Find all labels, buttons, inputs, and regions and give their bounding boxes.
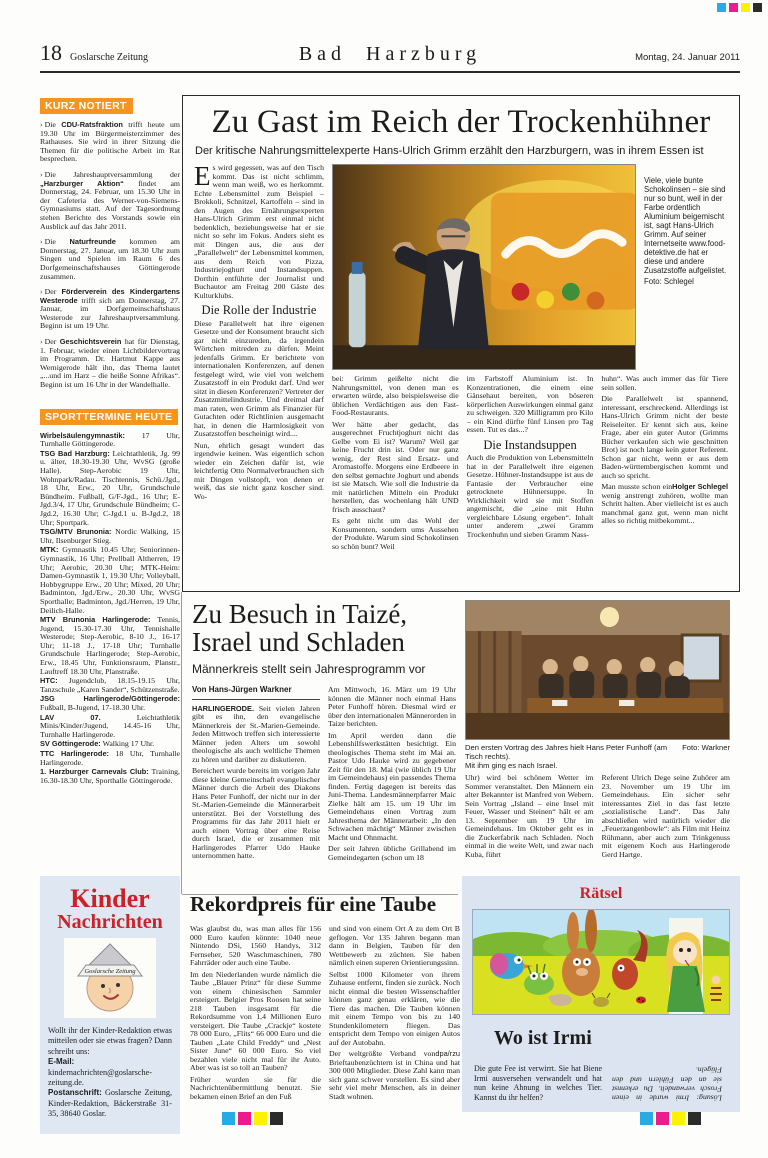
kurz-notiert-item [40, 171, 180, 231]
raetsel-title: Rätsel [579, 885, 623, 902]
post-label: Postanschrift: [48, 1088, 102, 1098]
riddle-question: Die gute Fee ist verwirrt. Sie hat Biene Irmi ausversehen verwandelt und hat nun keine Ahnung in welches Tier. Kannst du ihr helfen? [474, 1064, 602, 1102]
item-text: Der [44, 287, 62, 297]
kinder-intro: Wollt ihr der Kinder-Redaktion etwas mitteilen oder sie etwas fragen? Dann schreibt uns: [48, 1026, 172, 1056]
paragraph: Auch die Produktion von Lebensmitteln hat in der Parallelwelt ihre eigenen Gesetze. Hühner-Instandsuppe ist aus de Fantasie der Verbraucher eine getrocknete Hühnersuppe. In Wirklichkeit wird sie mit Stoffen angemischt, die „eine mit Huhn vergleichbare Lösung ergeben“. Inhalt unter anderem „zwei Gramm Trockenhuhn und sieben Gramm Nass- [466, 453, 594, 539]
sport-item [40, 740, 180, 749]
sport-item [40, 714, 180, 740]
sport-item [40, 432, 180, 449]
lecture-photo [332, 164, 636, 370]
club-name: TSG/MTV Brunonia: [40, 527, 112, 537]
cyan-mark-icon [222, 1112, 235, 1125]
kinder-post [48, 1088, 172, 1119]
sport-text: Gymnastik 10.45 Uhr; Seniorinnen-Gymnastik, 16 Uhr; Prellball Altherren, 19 Uhr; Aerobic, 20.30 Uhr; MTK-Heim: Damen-Gymnastik 1, 19.30 Uhr; Volleyball, Hobbygruppe Erw., 20 Uhr; Mixed, 20 Uhr; Badminton, Jgd./Erw., 20.30 Uhr, WvSG Sporthalle; Badminton, Jgd./Herren, 19 Uhr, Deilich-Halle. [40, 545, 180, 615]
sport-item [40, 616, 180, 676]
item-marker: › [40, 237, 43, 247]
article-headline: Zu Gast im Reich der Trockenhühner [211, 104, 711, 140]
sport-text: Leichtathletik Minis/Kinder/Jugend, 14.45-16 Uhr, Turnhalle Harlingerode. [40, 712, 180, 739]
item-bold: Naturfreunde [69, 237, 116, 247]
mascot-illustration [64, 938, 156, 1018]
item-text: Die [44, 237, 70, 247]
sport-text: Nordic Walking, 15 Uhr, Ilsenburger Stieg. [40, 527, 180, 545]
item-bold: Geschichtsverein [59, 337, 122, 347]
riddle-solution-upside-down: Lösung: Irmi wurde in einen Frosch verwandelt. Du erkennst sie an den Fühlern und den Flügeln. [612, 1065, 722, 1103]
item-bold: CDU-Ratsfraktion [61, 120, 123, 129]
riddle-headline: Wo ist Irmi [494, 1027, 592, 1049]
photo-credit: Foto: Warkner [682, 743, 730, 752]
kinder-title [48, 886, 172, 932]
header-left [40, 40, 240, 66]
paragraph: Der seit Jahren übliche Grillabend im Gemeindegarten (schon um 18 [328, 844, 456, 862]
kurz-notiert-item [40, 338, 180, 390]
paragraph: Früher wurden sie für die Nachrichtenübermittlung benutzt. Sie bekamen einen Brief an den Fuß [190, 1074, 321, 1101]
caption-text: Viele, viele bunte Schokolinsen – sie sind nur so bunt, weil in der Farbe ordentlich Aluminium beigemischt ist, sagt Hans-Ulrich Grimm. Auf seiner Internetseite www.food-detektive.de hat er diese und andere Zusatzstoffe aufgelistet. [644, 176, 727, 275]
magenta-mark-icon [238, 1112, 251, 1125]
item-text: findet am Donnerstag, 24. Februar, um 15.30 Uhr in der Cafeteria des Werner-von-Siemens-Gymnasiums statt. Auf der Tagesordnung stehen Berichte des Vorstands sowie ein Ausblick auf das Jahr 2011. [40, 178, 180, 231]
sport-item [40, 677, 180, 694]
club-name: JSG Harlingerode/Göttingerode: [40, 694, 180, 704]
club-name: LAV 07. [40, 712, 101, 722]
paragraph: Wer hätte aber gedacht, das ausgerechnet Fruchtjoghurt nicht das Gelbe vom Ei ist? Warum? Weil gar keine Frucht drin ist. Oder nur ganz wenig, der Rest sind Ersatz- und Aromastoffe. Morgens eine Erdbeere in den selbst gemachte Joghurt und abends ist sie Matsch. Wie soll die Industrie da mit natürlichen Mitteln ein Produkt herstellen, das wochenlang hält UND frisch ausschaut? [332, 419, 459, 514]
article-subhead: Männerkreis stellt sein Jahresprogramm vor [192, 662, 426, 676]
paragraph: Selbst 1000 Kilometer von ihrem Zuhause entfernt, finden sie zurück. Noch nicht einmal die besten Wissenschaftler können ganz genau erklären, wie die Tiere das machen. Die Tauben können mit einem Tempo von bis zu 140 Stundenkilometern fliegen. Das entspricht dem Tempo von einigen Autos auf der Autobahn. [329, 969, 460, 1047]
paragraph: im Farbstoff Aluminium ist. In Konzentrationen, die einem eine Gänsehaut bereiten, von böseren körperlichen Auswirkungen einmal ganz zu schweigen. 320 Milligramm pro Kilo – ein Kind dürfte fünf Linsen pro Tag essen. Tut es das...? [466, 375, 594, 434]
sport-item [40, 546, 180, 615]
kinder-contact-text [48, 1026, 172, 1120]
article-column [467, 375, 594, 571]
print-registration-marks [717, 3, 762, 12]
lecture-photo-illustration [333, 165, 635, 369]
article-column [602, 774, 731, 890]
club-name: Wirbelsäulengymnastik: [40, 430, 125, 440]
sport-text: Walking 17 Uhr. [100, 739, 155, 749]
club-name: HTC: [40, 676, 58, 686]
club-name: TTC Harlingerode: [40, 749, 110, 758]
sport-item [40, 528, 180, 545]
sport-text: Training, 16.30-18.30 Uhr, Sporthalle Göttingerode. [40, 767, 180, 785]
sport-item [40, 768, 180, 785]
page-header [40, 40, 740, 73]
sporttermine-label: SPORTTERMINE HEUTE [40, 409, 178, 425]
club-name: TSG Bad Harzburg: [40, 448, 110, 458]
photo-credit: Foto: Schlegel [644, 277, 694, 286]
left-rail [40, 96, 180, 874]
paragraph-text: s wird gegessen, was auf den Tisch kommt. Das ist nicht schlimm, wenn man weiß, wo es herkommt. Echte Lebensmittel zum Beispiel – Brokkoli, Schnitzel, Kartoffeln – sind in den Augen des Ernährungsexperten Hans-Ulrich Grimm erst einmal nicht bedenklich, beziehungsweise hat er sie nicht so sehr im Fokus. Anders sieht es mit Dingen aus, die aus der „Parallelwelt“ der Lebensmittel kommen, aus dem Reich von Pizza, Industriejoghurt und Instandsuppen. Dorthin entführte der Journalist und Buchautor am Freitag 200 Gäste des Kulturklubs. [194, 164, 324, 300]
sport-text: Fußball, B-Jugend, 17-18.30 Uhr. [40, 703, 146, 713]
meeting-photo-illustration [466, 601, 729, 739]
item-marker: › [40, 337, 43, 347]
agency-credit: dpa/rzu [435, 1049, 460, 1058]
paragraph: bei: Grimm geißelte nicht die Nahrungsmittel, von denen man es erwarten würde, also beispielsweise die üblichen Verdächtigen aus den Fast-Food-Restaurants. [332, 375, 459, 417]
sport-text: Tennis, Jugend, 15.30-17.30 Uhr, Tennishalle Westerode; Step-Aerobic, 8-10 J., 16-17 Uhr; 11-18 J., 17-18 Uhr; Turnhalle Grundschule Harlingerode; Step-Aerobic, Erw., 18.45 Uhr, Funktionsraum, Planstr., Lauftreff 18.30 Uhr, Planstraße. [40, 615, 180, 676]
magenta-mark-icon [656, 1112, 669, 1125]
yellow-mark-icon [254, 1112, 267, 1125]
author-byline: Holger Schlegel [672, 482, 728, 491]
article-body [194, 164, 728, 572]
article-headline: Rekordpreis für eine Taube [190, 892, 437, 916]
paper-name: Goslarsche Zeitung [70, 52, 149, 63]
cyan-mark-icon [717, 3, 726, 12]
issue-date: Montag, 24. Januar 2011 [635, 52, 740, 63]
paragraph [192, 705, 320, 765]
hat-banner-text: Goslarsche Zeitung [84, 968, 136, 975]
crosshead: Die Instandsuppen [483, 437, 577, 452]
paragraph: Referent Ulrich Dege seine Zuhörer am 23. November um 19 Uhr im Gemeindehaus. Ein sicher sehr interessantes Ziel in das fast letzte „sozialistische Land“. Das Jahr abschließen wird natürlich wieder die „Feuerzangenbowle“: als Film mit Heinz Rühmann, aber auch zum Trinkgenuss mit eigenem Koch aus Harlingerode Gerd Hartge. [601, 774, 730, 859]
article-trockenhuehner [182, 95, 740, 592]
item-bold: „Harzburger Aktion“ [40, 178, 124, 188]
yellow-mark-icon [672, 1112, 685, 1125]
sport-item [40, 750, 180, 767]
black-mark-icon [753, 3, 762, 12]
article-taube [182, 876, 460, 1131]
paragraph-text: Seit vielen Jahren gibt es ihn, den evangelische Männerkreis der St.-Marien-Gemeinde. Jeden Mittwoch treffen sich interessierte Männer jeden Alters um sowohl theologische als auch weltliche Themen zu hören und darüber zu diskutieren. [192, 703, 320, 764]
print-registration-marks [640, 1112, 701, 1125]
email-label: E-Mail: [48, 1057, 75, 1067]
kurz-notiert-item [40, 121, 180, 164]
article-column [190, 925, 321, 1131]
paragraph: Im den Niederlanden wurde nämlich die Taube „Blauer Prinz“ für diese Summe von einem chinesischen Sammler ersteigert. Belgier Pros Roosen hat seine 218 Tauben insgesamt für die Rekordsumme von 1,4 Millionen Euro versteigert. Die Taube „Crackje“ kostete 78 000 Euro, „Flits“ 66 000 Euro und die Tauben „Late Child Freddy“ und „Nest Sister June“ 60 000 Euro. So viel bezahlen viele nicht mal für ihr Auto. Aber was ist so toll an Tauben? [190, 969, 321, 1072]
crosshead: Die Rolle der Industrie [201, 303, 317, 317]
headline-line: Israel und Schladen [192, 627, 405, 657]
paragraph-text: Man musste schon ein wenig anstrengt zuhören, wollte man Schritt halten. Aber vielleicht ist es auch manchmal ganz gut, wenn man nicht alles so richtig mitbekommt... [601, 482, 728, 525]
item-marker: › [40, 169, 43, 179]
dateline: HARLINGERODE. [192, 703, 255, 713]
paragraph: Es geht nicht um das Wohl der Konsumenten, sondern ums Aussehen der Produkte. Warum sind Schokolinsen so schön bunt? Weil [332, 516, 459, 551]
sport-text: Jugendclub, 18.15-19.15 Uhr, Tanzschule „Karen Sander“, Schützenstraße. [40, 676, 180, 694]
page-number: 18 [40, 40, 62, 65]
title-line: Nachrichten [57, 911, 163, 933]
post-value: Goslarsche Zeitung, Kinder-Redaktion, Bäckerstraße 31-35, 38640 Goslar. [48, 1088, 172, 1119]
riddle-cartoon [472, 909, 730, 1015]
item-text: Die Jahreshauptversammlung der [44, 169, 180, 179]
paragraph: Nun, ehrlich gesagt wundert das irgendwie keinen. Was eigentlich schon wieder ein Zeichen dafür ist, wie leichtfertig Otto Normalverbrauchen sich mit Dingen vollstopft, von denen er weiß, das sie nicht ganz koscher sind. Wo- [194, 440, 324, 501]
paragraph: Am Mittwoch, 16. März um 19 Uhr können die Männer noch einmal Hans Peter Funhoff hören. Diesmal wird er über den internationalen Männerorden in Taize berichten. [328, 686, 456, 728]
article-maennerkreis [182, 600, 740, 892]
kinder-nachrichten-box [40, 876, 180, 1134]
caption-text: Den ersten Vortrag des Jahres hielt Hans Peter Funhoff (am Tisch rechts). [465, 743, 668, 761]
item-text: Die [44, 120, 62, 129]
paragraph: Bereichert wurde bereits im vorigen Jahr diese kleine Gemeinschaft evangelischer Männer durch die Arbeit des Diakons Hans Peter Funhoff, der nicht nur in der St.-Marien-Gemeinde die Männerarbeit unterstützt. Bei der Vorstellung des Programms für das Jahr 2011 hielt er auch einen Vortrag über eine Reise durch Israel, die er zusammen mit Harlingerodes Pfarrer Udo Hauke unternommen hatte. [192, 766, 320, 860]
club-name: MTV Brunonia Harlingerode: [40, 615, 151, 625]
paragraph-text: Der weltgrößte Verband von Brieftaubenzüchtern ist in China und hat 300 000 Mitglieder. Diese Zahl kann man sich ganz schwer vorstellen. Es sind aber sehr viel mehr Menschen, als in deiner Stadt wohnen. [329, 1049, 460, 1101]
paragraph: huhn“. Was auch immer das für Tiere sein sollen. [601, 375, 728, 392]
raetsel-box [462, 876, 740, 1112]
article-column [332, 375, 459, 571]
magenta-mark-icon [729, 3, 738, 12]
paragraph: Die Parallelwelt ist spannend, interessant, erschreckend. Allerdings ist Hans-Ulrich Grimm nicht der beste Reiseleiter. Er kennt sich aus, keine Frage, aber ein guter Autor (Grimms Bücher verkaufen sich wie geschnitten Brot) ist noch lange kein guter Referent. Schon gar nicht, wenn er aus dem Baden-württembergischen kommt und auch so spricht. [601, 394, 728, 480]
meeting-photo [465, 600, 730, 740]
photo-caption [465, 743, 730, 770]
item-marker: › [40, 287, 43, 297]
article-headline [192, 600, 456, 656]
photo-caption [644, 164, 728, 370]
item-bold: Förderverein des Kindergartens Westerode [40, 287, 180, 305]
article-column [194, 164, 324, 572]
kurz-notiert-label: KURZ NOTIERT [40, 98, 133, 114]
article-subhead: Der kritische Nahrungsmittelexperte Hans-Ulrich Grimm erzählt den Harzburgern, was in ihrem Essen ist [195, 145, 704, 157]
yellow-mark-icon [741, 3, 750, 12]
print-registration-marks [222, 1112, 283, 1125]
title-line: Kinder [70, 884, 150, 913]
paragraph: Diese Parallelwelt hat ihre eigenen Gesetze und der Konsument braucht sich gar nicht einzureden, da irgendein Wörtchen mitreden zu dürfen. Meint jedenfalls Grimm. Er berichtete von internationalen Konferenzen, auf denen festgelegt wird, wie viel von welchem Zusatzstoff in ein Produkt darf. Und wer sitzt in diesen Konferenzen? Vertreter der Zusatzmittelindustrie. Und dreimal darf man raten, wen Grimm als Finanzier für Gutachten oder Richtlinien ausgemacht hat, in denen die Harmlosigkeit von Zusatzstoffen bescheinigt wird.... [194, 318, 324, 438]
club-name: MTK: [40, 545, 59, 555]
sport-text: 18 Uhr, Turnhalle Harlingerode. [40, 749, 180, 767]
article-column [601, 375, 728, 571]
black-mark-icon [688, 1112, 701, 1125]
headline-line: Zu Besuch in Taizé, [192, 599, 408, 629]
paragraph: Uhr) wird bei schönem Wetter im Sommer veranstaltet. Den Männern ein alter Bekannter ist Manfred von Webern. Sein Vortrag „Island – eine Insel mit Feuer, Wasser und Steinen“ hält er am 13. September um 19 Uhr im Gemeindehaus. Im Oktober geht es in die Zuckerfabrik nach Schladen. Noch einmal in die weite Welt, und zwar nach Kuba, führt [465, 774, 594, 859]
sport-text: Leichtathletik, Jg. 99 u. älter, 18.30-19.30 Uhr, WvSG (große Halle). Step-Aerobic 19 Uhr, Wohnpark/Radau. Tischtennis, Schü./Jgd., 18 Uhr, Erw., 20 Uhr, Grundschule Bündheim. Fußball, G/F-Jgd., 16 Uhr; E-Jgd.3/4, 17 Uhr, Grundschule Bündheim; C-Jgd.2, 16.30 Uhr; C-Jgd.1 u. B-Jgd.2, 18 Uhr; Sportpark. [40, 448, 180, 527]
kurz-notiert-item [40, 288, 180, 331]
club-name: SV Göttingerode: [40, 739, 101, 749]
item-text: kommen am Donnerstag, 27. Januar, um 18.30 Uhr zum Singen und Spielen im Raum 6 des Dorfgemeinschaftshauses Göttingerode zusammen. [40, 237, 180, 281]
club-name: 1. Harzburger Carnevals Club: [40, 767, 149, 777]
sport-item [40, 695, 180, 712]
drop-cap: E [194, 164, 211, 191]
article-column [329, 925, 460, 1131]
paragraph: Im April werden dann die Lebenshilfswerkstätten besichtigt. Ein theologisches Thema steht im Mai an. Pastor Udo Hauke wird zu gegebener Zeit für den 18. Mai (wie üblich 19 Uhr im Gemeindehaus) ein passendes Thema finden. Fertig dagegen ist bereits das Juni-Thema. Landesmännerpfarrer Maic Zielke hält am 15. um 19 Uhr im Gemeindehaus einen Vortrag zum Jahresthema der Männerarbeit: „In den Schwachen mächtig“ Männer zwischen Macht und Ohnmacht. [328, 730, 456, 842]
sport-text: 17 Uhr, Turnhalle Göttingerode. [40, 430, 180, 449]
paragraph: und sind von einem Ort A zu dem Ort B geflogen. Vor 135 Jahren begann man dann in Belgien, Tauben für den Wettbewerb zu züchten. Sie haben nämlich einen superen Orientierungssinn. [329, 925, 460, 967]
black-mark-icon [270, 1112, 283, 1125]
sport-item [40, 450, 180, 527]
item-text: hat für Dienstag, 1. Februar, wieder einen Lichtbildervortrag im Programm. Dr. Hartmut Kappe aus Wernigerode hält ihn, das Thema lautet „...und im Harz – die heiße Sonne Afrikas“. Beginn ist um 16 Uhr in der Wandelhalle. [40, 337, 180, 390]
email-value: kindernachrichten@goslarsche-zeitung.de. [48, 1067, 152, 1088]
paragraph [329, 1050, 460, 1101]
item-marker: › [40, 120, 43, 129]
article-column [465, 774, 594, 890]
paragraph: Was glaubst du, was man alles für 156 000 Euro kaufen könnte: 1040 neue Nintendo DSi, 1560 Handys, 312 Fernseher, 520 Waschmaschinen, 780 Fahrräder oder auch eine Taube. [190, 925, 321, 967]
paragraph [601, 483, 728, 526]
item-text: Der [44, 337, 60, 347]
byline: Von Hans-Jürgen Warkner [192, 686, 320, 700]
paragraph [194, 164, 324, 300]
kurz-notiert-item [40, 238, 180, 281]
kinder-email [48, 1057, 172, 1088]
item-text: trifft heute um 19.30 Uhr im Bürgermeisterzimmer des Rathauses. Sie wird in ihrer Sitzung die Themen für die politische Arbeit im Rat besprechen. [40, 120, 180, 164]
cyan-mark-icon [640, 1112, 653, 1125]
item-text: trifft sich am Donnerstag, 27. Januar, im Dorfgemeinschaftshaus Westerode zur Jahreshauptversammlung. Beginn ist um 19 Uhr. [40, 295, 180, 331]
section-title: Bad Harzburg [298, 43, 482, 65]
caption-text: Mit ihm ging es nach Israel. [465, 761, 558, 770]
